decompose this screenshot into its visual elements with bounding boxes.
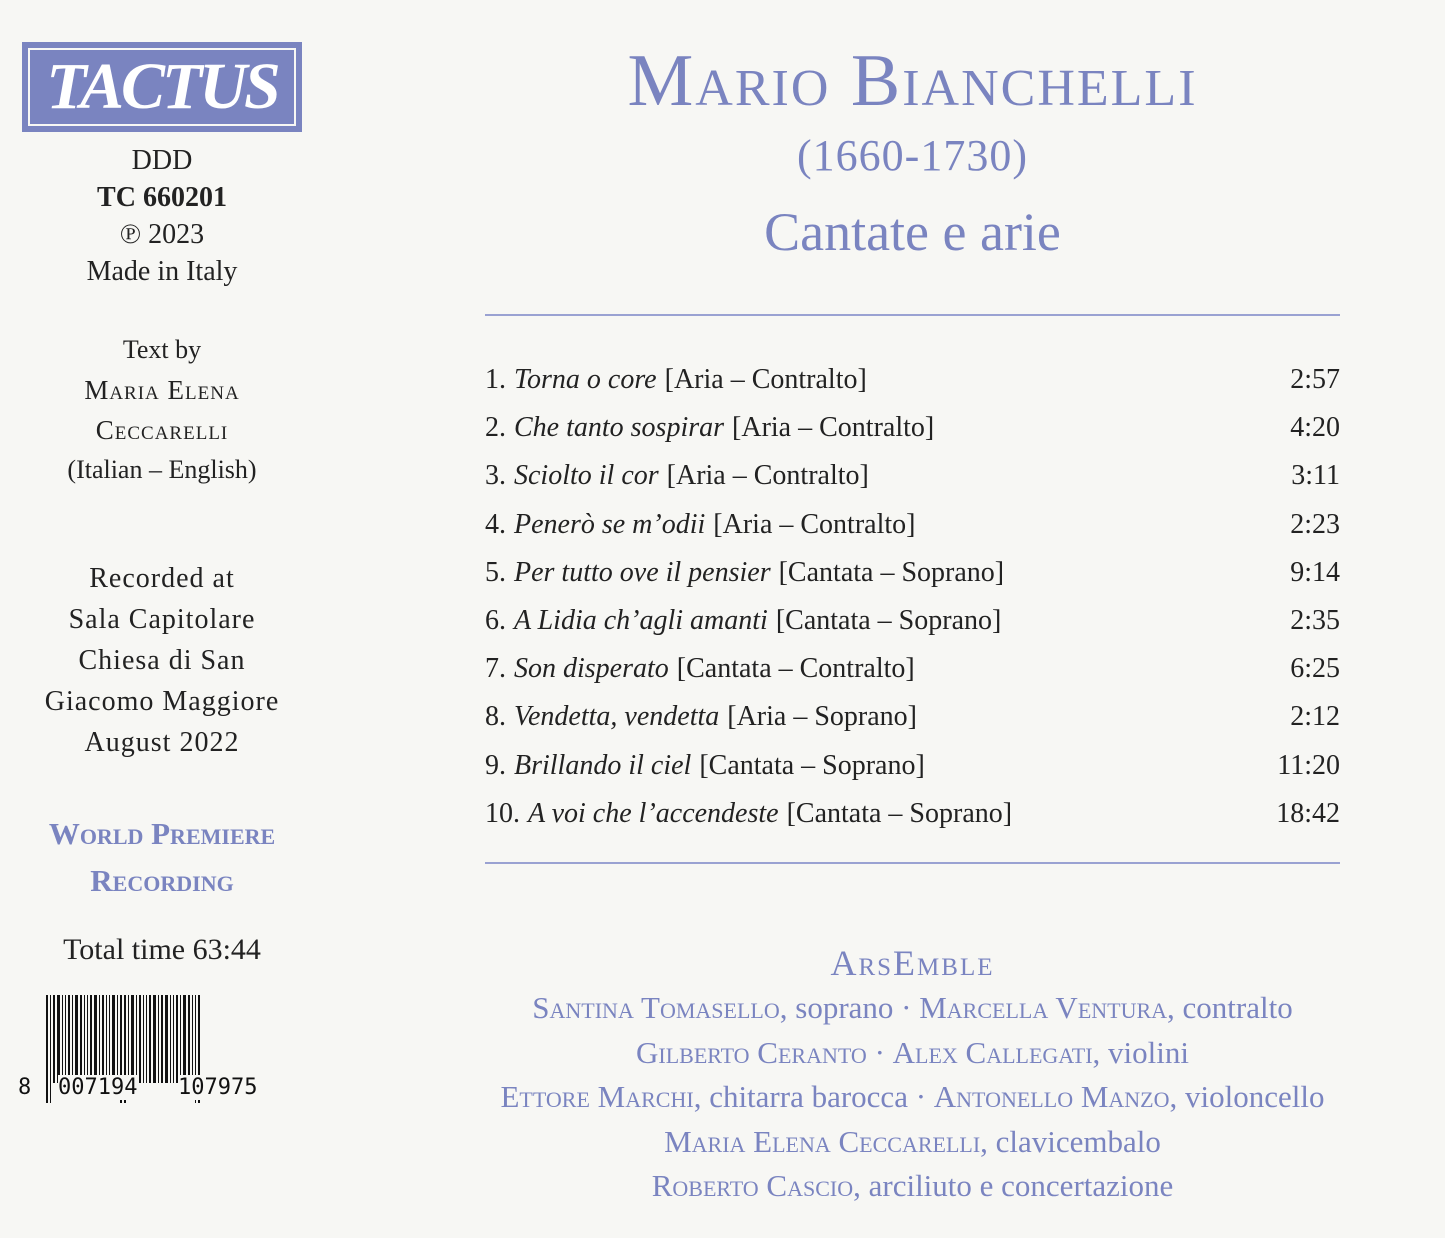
track-row — [485, 645, 1340, 693]
barcode-digit-first: 8 — [18, 1075, 32, 1100]
track-row — [485, 501, 1340, 549]
track-description: [Aria – Contralto] — [664, 364, 867, 396]
separator: · — [907, 1079, 934, 1115]
track-duration: 2:12 — [1290, 701, 1340, 733]
track-number: 4. — [485, 508, 506, 540]
performer-line — [440, 1164, 1385, 1209]
recorded-label: Recorded at — [89, 563, 235, 594]
track-description: [Cantata – Soprano] — [786, 797, 1013, 829]
ddd-label: DDD — [131, 145, 193, 176]
track-list — [485, 356, 1340, 838]
track-number: 1. — [485, 364, 506, 396]
catalog-number: TC 660201 — [97, 182, 227, 213]
track-row — [485, 549, 1340, 597]
track-title: Penerò se m’odii — [514, 508, 706, 540]
performer-role: , violini — [1092, 1034, 1189, 1070]
track-description: [Cantata – Contralto] — [676, 653, 915, 685]
track-duration: 2:23 — [1290, 508, 1340, 540]
text-author-first: Maria Elena — [84, 375, 240, 405]
track-number: 7. — [485, 653, 506, 685]
total-time-text: Total time 63:44 — [63, 933, 261, 966]
performer-role: , contralto — [1167, 990, 1293, 1025]
track-title: A Lidia ch’agli amanti — [514, 605, 768, 637]
track-description: [Cantata – Soprano] — [778, 556, 1005, 588]
track-duration: 9:14 — [1290, 556, 1340, 588]
track-duration: 11:20 — [1277, 749, 1340, 781]
track-row — [485, 404, 1340, 452]
performer-role: , violoncello — [1169, 1079, 1325, 1115]
text-languages: (Italian – English) — [67, 455, 257, 484]
separator: · — [866, 1034, 893, 1070]
ensemble-name: ArsEmble — [830, 943, 995, 983]
performer-role: , clavicembalo — [980, 1123, 1161, 1159]
performer-name: Marcella Ventura — [919, 990, 1168, 1025]
barcode-digits-right: 107975 — [178, 1075, 258, 1100]
track-title: Che tanto sospirar — [514, 412, 725, 444]
copyright-year: ℗ 2023 — [119, 219, 205, 250]
album-title: Cantate e arie — [764, 202, 1061, 262]
total-time — [22, 930, 302, 970]
barcode-digits-left: 007194 — [58, 1075, 138, 1100]
performer-name: Antonello Manzo — [933, 1079, 1170, 1115]
performer-role: , arciliuto e concertazione — [853, 1168, 1174, 1204]
world-premiere-badge — [22, 810, 302, 904]
premiere-line-2: Recording — [90, 863, 234, 898]
track-title: Sciolto il cor — [514, 460, 659, 492]
divider-top — [485, 314, 1340, 316]
performer-role: , chitarra barocca — [693, 1079, 908, 1115]
track-number: 8. — [485, 701, 506, 733]
release-info — [22, 142, 302, 290]
text-by-label: Text by — [122, 335, 202, 364]
track-row — [485, 597, 1340, 645]
track-number: 9. — [485, 749, 506, 781]
track-description: [Cantata – Soprano] — [775, 605, 1002, 637]
performer-line — [440, 1031, 1385, 1076]
track-title: A voi che l’accendeste — [528, 797, 779, 829]
track-number: 6. — [485, 605, 506, 637]
performer-line — [440, 1075, 1385, 1120]
recorded-venue-1: Sala Capitolare — [68, 604, 256, 635]
track-duration: 2:35 — [1290, 605, 1340, 637]
recorded-date: August 2022 — [84, 727, 240, 758]
track-description: [Aria – Contralto] — [666, 460, 869, 492]
track-title: Vendetta, vendetta — [514, 701, 720, 733]
tactus-logo — [22, 42, 302, 132]
track-duration: 4:20 — [1290, 412, 1340, 444]
barcode-bars — [46, 995, 304, 1083]
performer-name: Gilberto Ceranto — [636, 1034, 867, 1070]
recording-location — [22, 558, 302, 763]
barcode — [18, 995, 288, 1105]
composer-name: Mario Bianchelli — [627, 40, 1198, 122]
performer-name: Ettore Marchi — [500, 1079, 694, 1115]
track-title: Brillando il ciel — [514, 749, 692, 781]
track-number: 10. — [485, 797, 520, 829]
logo-text: TACTUS — [46, 50, 278, 123]
track-row — [485, 356, 1340, 404]
track-row — [485, 742, 1340, 790]
performer-role: , soprano — [779, 990, 894, 1025]
composer-dates: (1660-1730) — [797, 131, 1028, 180]
performer-line — [440, 1120, 1385, 1165]
ensemble-credits — [440, 940, 1385, 1209]
track-row — [485, 693, 1340, 741]
track-title: Torna o core — [514, 364, 657, 396]
track-row — [485, 452, 1340, 500]
track-title: Son disperato — [514, 653, 669, 685]
track-duration: 3:11 — [1291, 460, 1340, 492]
track-description: [Cantata – Soprano] — [699, 749, 925, 781]
performer-name: Santina Tomasello — [532, 990, 780, 1025]
track-duration: 2:57 — [1290, 364, 1340, 396]
performer-line — [440, 986, 1385, 1031]
track-description: [Aria – Contralto] — [713, 508, 916, 540]
track-row — [485, 790, 1340, 838]
divider-bottom — [485, 862, 1340, 864]
track-title: Per tutto ove il pensier — [514, 556, 771, 588]
track-duration: 18:42 — [1276, 797, 1340, 829]
track-number: 3. — [485, 460, 506, 492]
track-number: 2. — [485, 412, 506, 444]
track-duration: 6:25 — [1290, 653, 1340, 685]
recorded-venue-2: Chiesa di San — [78, 645, 246, 676]
performer-name: Roberto Cascio — [651, 1168, 854, 1204]
text-credit — [22, 330, 302, 490]
track-number: 5. — [485, 556, 506, 588]
made-in: Made in Italy — [86, 256, 238, 287]
track-description: [Aria – Contralto] — [732, 412, 935, 444]
performer-name: Alex Callegati — [892, 1034, 1093, 1070]
text-author-last: Ceccarelli — [95, 415, 229, 445]
premiere-line-1: World Premiere — [48, 816, 276, 851]
track-description: [Aria – Soprano] — [727, 701, 917, 733]
separator: · — [893, 990, 920, 1025]
performer-name: Maria Elena Ceccarelli — [664, 1123, 981, 1159]
recorded-venue-3: Giacomo Maggiore — [44, 686, 280, 717]
